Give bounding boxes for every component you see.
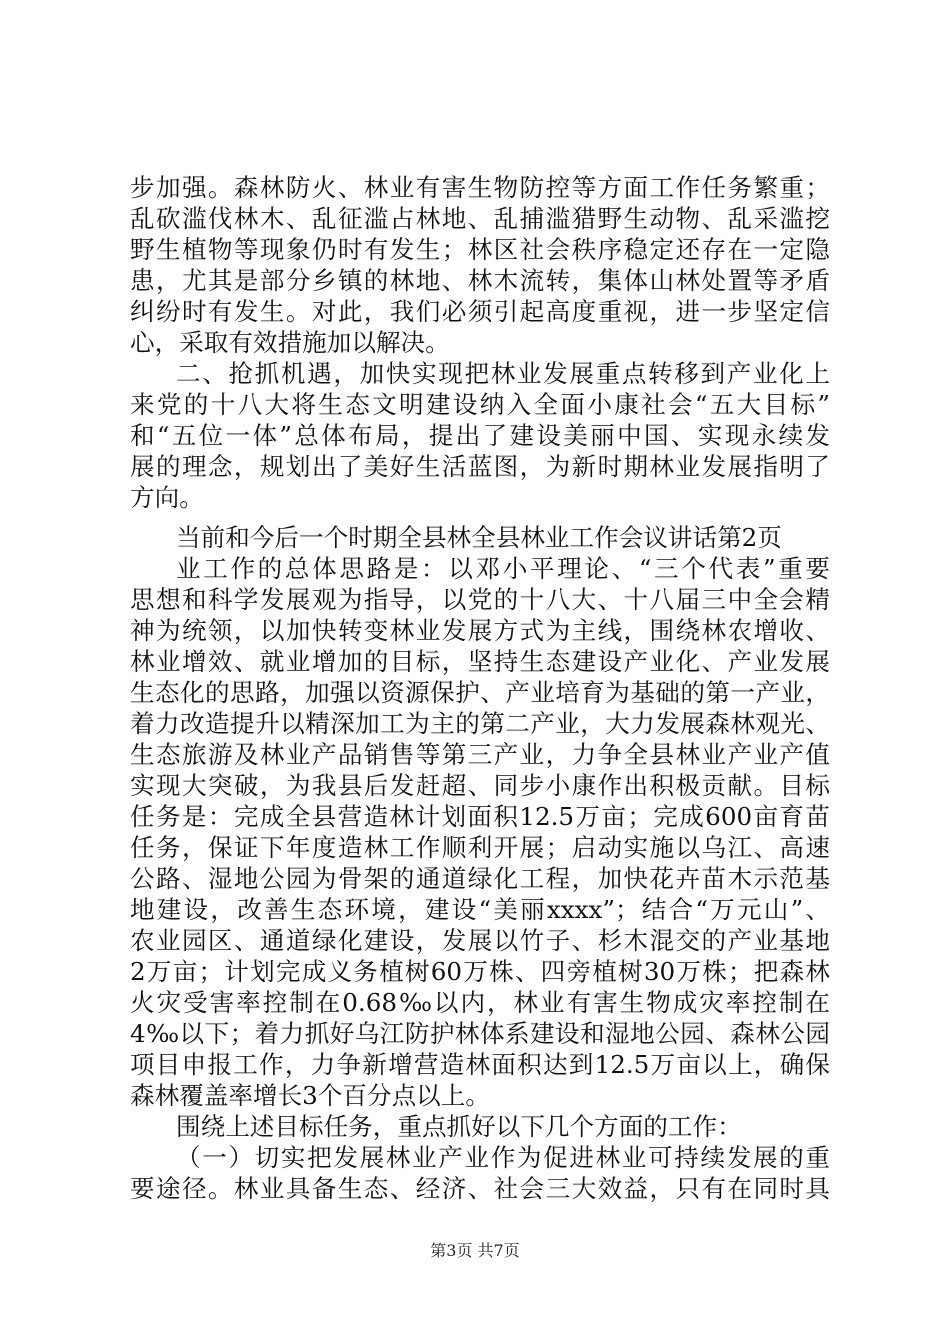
text-line: 方向。 [130,483,204,512]
text-line: 4‰以下；着力抓好乌江防护林体系建设和湿地公园、森林公园 [130,1019,830,1048]
text-line: 和“五位一体”总体布局，提出了建设美丽中国、实现永续发 [130,421,830,450]
text-line: 森林覆盖率增长3个百分点以上。 [130,1081,490,1110]
text-line: 项目申报工作，力争新增营造林面积达到12.5万亩以上，确保 [130,1050,830,1079]
text-line: 林业增效、就业增加的目标，坚持生态建设产业化、产业发展 [130,647,830,676]
text-line: 神为统领，以加快转变林业发展方式为主线，围绕林农增收、 [130,616,830,645]
text-line: 生态旅游及林业产品销售等第三产业，力争全县林业产业产值 [130,740,830,769]
text-line: 展的理念，规划出了美好生活蓝图，为新时期林业发展指明了 [130,452,830,481]
text-line: 纠纷时有发生。对此，我们必须引起高度重视，进一步坚定信 [130,297,830,326]
text-line: 二、抢抓机遇，加快实现把林业发展重点转移到产业化上 [176,359,830,388]
text-line: 步加强。森林防火、林业有害生物防控等方面工作任务繁重； [130,173,830,202]
text-line: 实现大突破，为我县后发赶超、同步小康作出积极贡献。目标 [130,771,830,800]
text-line: 当前和今后一个时期全县林全县林业工作会议讲话第2页 [176,523,782,552]
text-line: 着力改造提升以精深加工为主的第二产业，大力发展森林观光、 [130,709,830,738]
page-footer: 第3页 共7页 [430,1241,520,1260]
text-line: 野生植物等现象仍时有发生；林区社会秩序稳定还存在一定隐 [130,235,830,264]
text-line: 业工作的总体思路是：以邓小平理论、“三个代表”重要 [176,554,830,583]
document-body [130,172,830,1204]
text-line: 任务，保证下年度造林工作顺利开展；启动实施以乌江、高速 [130,833,830,862]
text-line: 要途径。林业具备生态、经济、社会三大效益，只有在同时具 [130,1174,830,1203]
text-line: 乱砍滥伐林木、乱征滥占林地、乱捕滥猎野生动物、乱采滥挖 [130,204,830,233]
text-line: 围绕上述目标任务，重点抓好以下几个方面的工作： [176,1112,742,1141]
text-line: 农业园区、通道绿化建设，发展以竹子、杉木混交的产业基地 [130,926,830,955]
text-line: 任务是：完成全县营造林计划面积12.5万亩；完成600亩育苗 [130,802,830,831]
text-line: 心，采取有效措施加以解决。 [130,328,450,357]
text-line: 来党的十八大将生态文明建设纳入全面小康社会“五大目标” [130,390,830,419]
text-line: （一）切实把发展林业产业作为促进林业可持续发展的重 [176,1143,830,1172]
text-line: 火灾受害率控制在0.68‰以内，林业有害生物成灾率控制在 [130,988,830,1017]
text-line: 地建设，改善生态环境，建设“美丽xxxx”；结合“万元山”、 [130,895,830,924]
text-line: 生态化的思路，加强以资源保护、产业培育为基础的第一产业， [130,678,830,707]
text-line: 思想和科学发展观为指导，以党的十八大、十八届三中全会精 [130,585,830,614]
text-line: 患，尤其是部分乡镇的林地、林木流转，集体山林处置等矛盾 [130,266,830,295]
text-line: 公路、湿地公园为骨架的通道绿化工程，加快花卉苗木示范基 [130,864,830,893]
text-line: 2万亩；计划完成义务植树60万株、四旁植树30万株；把森林 [130,957,830,986]
